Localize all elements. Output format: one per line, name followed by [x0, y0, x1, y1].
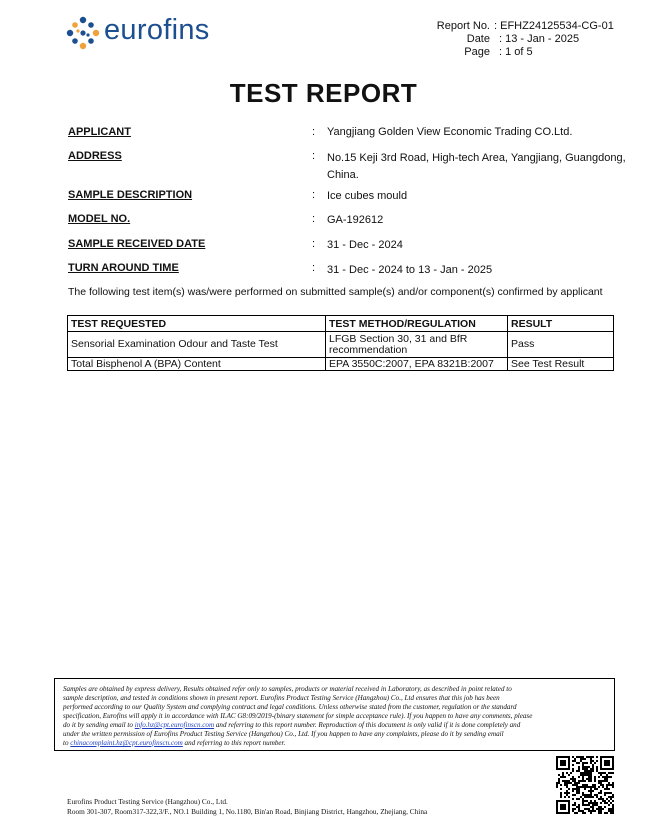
- test-name-cell: Sensorial Examination Odour and Taste Test: [68, 332, 326, 358]
- colon: :: [312, 262, 316, 274]
- disclaimer-line: specification, Eurofins will apply it in accordance with ILAC G8:09/2019-(binary statement for simple acceptance rule). If you happen to have any comments, please: [63, 712, 533, 720]
- info-email-link[interactable]: info.hz@cpt.eurofinscn.com: [134, 721, 215, 729]
- disclaimer-line: Samples are obtained by express delivery, Results obtained refer only to samples, products or material received in Laboratory, as described in point related to: [63, 685, 512, 693]
- page-value: : 1 of 5: [499, 46, 533, 58]
- disclaimer-text: and referring to this report number.: [182, 739, 286, 747]
- table-header-row: [68, 316, 614, 332]
- address-line-1: No.15 Keji 3rd Road, High-tech Area, Yangjiang, Guangdong,: [327, 152, 626, 164]
- footer-address: Room 301-307, Room317-322,3/F., NO.1 Building 1, No.1180, Bin'an Road, Binjiang District, Hangzhou, Zhejiang, China: [67, 807, 428, 816]
- report-no-label: Report No.: [436, 20, 490, 32]
- disclaimer-line: [63, 721, 606, 730]
- qr-code-icon: [556, 756, 614, 814]
- applicant-label: APPLICANT: [68, 126, 131, 138]
- footer-company: Eurofins Product Testing Service (Hangzhou) Co., Ltd.: [67, 797, 228, 806]
- address-value: [327, 150, 637, 184]
- qr-code-graphic: [556, 756, 614, 814]
- method-line-2: recommendation: [329, 343, 408, 356]
- sample-description-value: Ice cubes mould: [327, 190, 408, 202]
- disclaimer-line: sample description, and tested in conditions shown in present report. Eurofins Product Testing Service (Hangzhou) Co., Ltd ensures that this job has been: [63, 694, 500, 702]
- result-cell: Pass: [508, 332, 614, 358]
- sample-received-date-value: 31 - Dec - 2024: [327, 239, 403, 251]
- performed-statement: The following test item(s) was/were performed on submitted sample(s) and/or component(s) confirmed by applicant: [68, 286, 603, 298]
- page-title: TEST REPORT: [229, 78, 418, 108]
- disclaimer-text: do it by sending email to: [63, 721, 135, 729]
- method-line-1: LFGB Section 30, 31 and BfR: [329, 332, 468, 345]
- complaint-email-link[interactable]: chinacomplaint.hz@cpt.eurofinscn.com: [70, 739, 183, 747]
- eurofins-dots-icon: [66, 16, 100, 50]
- disclaimer-line: [63, 739, 606, 748]
- header-test-requested: TEST REQUESTED: [68, 316, 326, 332]
- test-method-cell: [326, 332, 508, 358]
- sample-received-date-label: SAMPLE RECEIVED DATE: [68, 238, 206, 250]
- colon: :: [312, 213, 316, 225]
- page-label: Page: [464, 46, 490, 58]
- header-result: RESULT: [508, 316, 614, 332]
- logo-wordmark: eurofins: [104, 14, 210, 46]
- colon: :: [312, 189, 316, 201]
- disclaimer-line: under the written permission of Eurofins Product Testing Service (Hangzhou) Co., Ltd. If you happen to have any complaints, please do it by sending email: [63, 730, 504, 738]
- colon: :: [312, 126, 316, 138]
- model-no-value: GA-192612: [327, 214, 384, 226]
- footer: [67, 797, 427, 817]
- colon: :: [312, 150, 316, 162]
- header-test-method: TEST METHOD/REGULATION: [326, 316, 508, 332]
- disclaimer-box: [54, 678, 615, 751]
- test-name-cell: Total Bisphenol A (BPA) Content: [68, 358, 326, 371]
- address-label: ADDRESS: [68, 150, 122, 162]
- report-no-value: : EFHZ24125534-CG-01: [494, 20, 614, 32]
- result-cell: See Test Result: [508, 358, 614, 371]
- turn-around-time-label: TURN AROUND TIME: [68, 262, 179, 274]
- table-row: [68, 332, 614, 358]
- test-method-cell: EPA 3550C:2007, EPA 8321B:2007: [326, 358, 508, 371]
- model-no-label: MODEL NO.: [68, 213, 131, 225]
- colon: :: [312, 238, 316, 250]
- tests-table: [67, 315, 614, 371]
- address-line-2: China.: [327, 169, 359, 181]
- table-row: [68, 358, 614, 371]
- disclaimer-text: to: [63, 739, 71, 747]
- date-value: : 13 - Jan - 2025: [499, 33, 580, 45]
- disclaimer-line: performed according to our Quality System and complying contract and legal conditions. Unless otherwise stated from the customer, regulation or the standard: [63, 703, 517, 711]
- applicant-value: Yangjiang Golden View Economic Trading CO.Ltd.: [327, 126, 573, 138]
- date-label: Date: [466, 33, 490, 45]
- disclaimer-text: and referring to this report number. Reproduction of this document is only valid if it is done completely and: [214, 721, 521, 729]
- sample-description-label: SAMPLE DESCRIPTION: [68, 189, 193, 201]
- turn-around-time-value: 31 - Dec - 2024 to 13 - Jan - 2025: [327, 264, 493, 276]
- eurofins-logo: [66, 14, 226, 50]
